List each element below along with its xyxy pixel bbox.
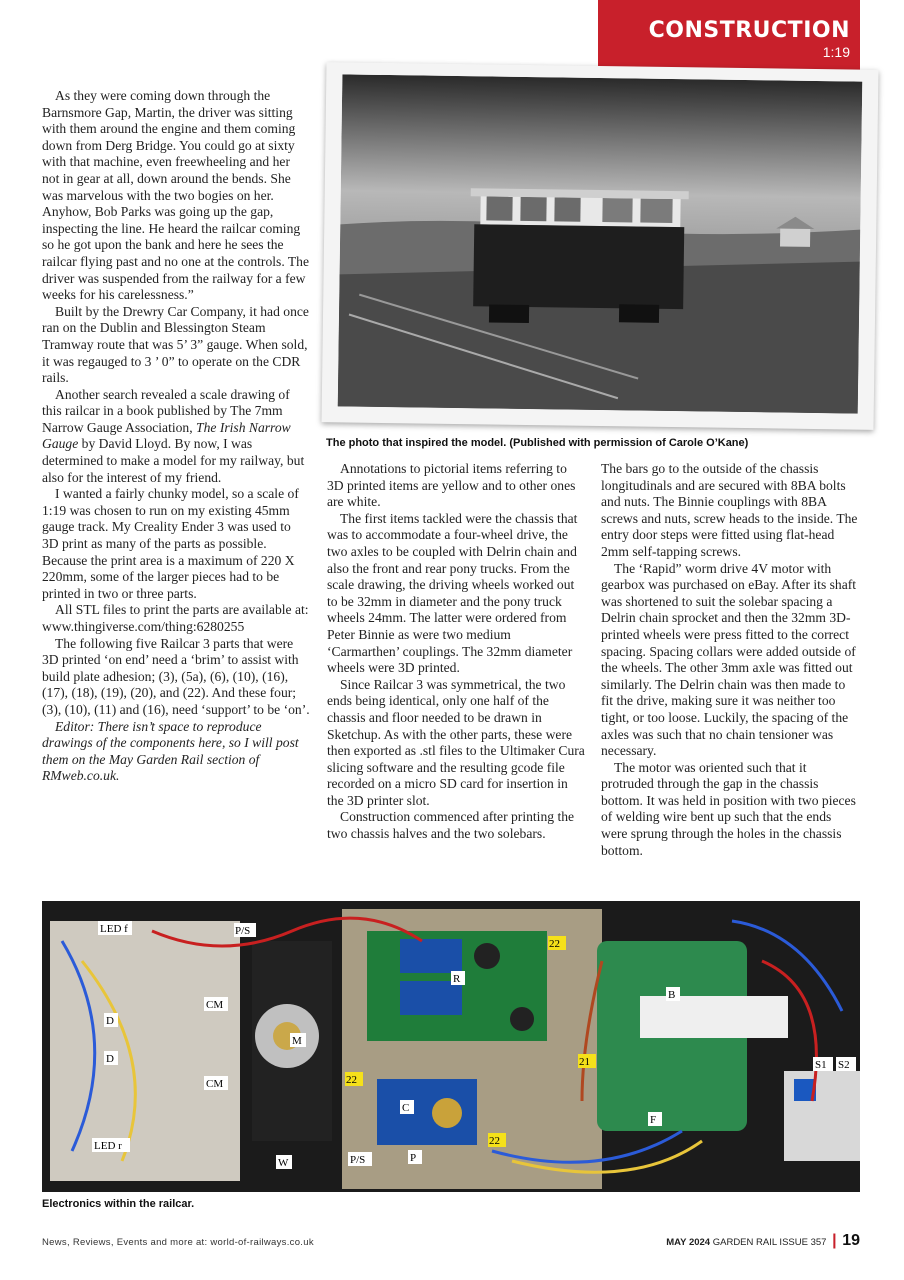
- svg-text:P/S: P/S: [350, 1154, 366, 1166]
- annotation-p: [408, 1150, 422, 1164]
- text-column-3: [601, 461, 859, 859]
- section-scale: 1:19: [822, 44, 850, 60]
- paragraph: All STL files to print the parts are available at: www.thingiverse.com/thing:6280255: [42, 602, 309, 634]
- svg-text:CM: CM: [206, 1078, 224, 1090]
- paragraph: The following five Railcar 3 parts that were 3D printed ‘on end’ need a ‘brim’ to assist with build plate adhesion; (3), (5a), (6), (10), (16), (17), (18), (19), (20), and (22). And these four; (3), (10), (11) and (16), need ‘support’ to be ‘on’.: [42, 635, 310, 717]
- annotation-led-f: [98, 921, 132, 935]
- annotation-s1: [813, 1057, 833, 1071]
- photo-caption: The photo that inspired the model. (Published with permission of Carole O’Kane): [326, 437, 749, 449]
- electronics-photo: [42, 901, 860, 1192]
- annotation-22-a: [548, 936, 566, 950]
- svg-text:P/S: P/S: [235, 925, 251, 937]
- annotation-b: [666, 987, 680, 1001]
- section-title: CONSTRUCTION: [648, 18, 850, 43]
- paragraph: Construction commenced after printing the two chassis halves and the two solebars.: [327, 809, 575, 842]
- annotation-cm-2: [204, 1076, 228, 1090]
- svg-text:D: D: [106, 1053, 114, 1065]
- svg-text:D: D: [106, 1015, 114, 1027]
- paragraph: I wanted a fairly chunky model, so a scale of 1:19 was chosen to run on my existing 45mm gauge track. My Creality Ender 3 was used to 3D print as many of the parts as possible. Because the print area is a maximum of 220 X 220mm, some of the larger pieces had to be printed in two or three parts.: [42, 486, 299, 601]
- paragraph: Annotations to pictorial items referring to 3D printed items are yellow and to other ones are white.: [327, 461, 576, 510]
- book-title: The Irish Narrow Gauge: [42, 419, 291, 452]
- railcar-photo: [338, 74, 863, 413]
- svg-text:W: W: [278, 1157, 289, 1169]
- svg-text:LED r: LED r: [94, 1140, 122, 1152]
- annotation-s2: [836, 1057, 856, 1071]
- svg-text:P: P: [410, 1152, 417, 1164]
- annotation-m: [290, 1033, 306, 1047]
- annotation-f: [648, 1112, 662, 1126]
- svg-text:M: M: [292, 1035, 302, 1047]
- annotation-led-r: [92, 1138, 130, 1152]
- text-column-2: [327, 461, 585, 843]
- railcar-photo-frame: [322, 62, 879, 430]
- svg-text:22: 22: [346, 1074, 357, 1086]
- annotation-d-1: [104, 1013, 118, 1027]
- paragraph: The bars go to the outside of the chassis longitudinals and are secured with 8BA bolts and nuts. The Binnie couplings with 8BA screws and nuts, screw heads to the inside. The entry door steps were fitted using flat-head 2mm self-tapping screws.: [601, 461, 858, 559]
- annotation-ps-top: [234, 923, 256, 937]
- svg-text:B: B: [668, 989, 676, 1001]
- separator: |: [832, 1232, 837, 1249]
- svg-text:S2: S2: [838, 1059, 850, 1071]
- page-number: 19: [842, 1232, 860, 1249]
- section-header: [598, 0, 860, 70]
- annotation-d-2: [104, 1051, 118, 1065]
- issue-date: MAY 2024: [666, 1237, 711, 1248]
- annotation-22-c: [488, 1133, 506, 1147]
- paragraph: Another search revealed a scale drawing of this railcar in a book published by The 7mm Narrow Gauge Association, The Irish Narrow Gauge by David Lloyd. By now, I was determined to make a model for my railway, but also for the interest of my friend.: [42, 386, 305, 485]
- annotation-cm-1: [204, 997, 228, 1011]
- text-column-1: [42, 88, 310, 785]
- magazine-name: GARDEN RAIL ISSUE 357: [712, 1237, 827, 1248]
- svg-text:CM: CM: [206, 999, 224, 1011]
- paragraph: Built by the Drewry Car Company, it had once ran on the Dublin and Blessington Steam Tramway route that was 5’ 3” gauge. When sold, it was regauged to 3 ’ 0” to operate on the CDR rails.: [42, 303, 309, 386]
- paragraph: The ‘Rapid” worm drive 4V motor with gearbox was purchased on eBay. After its shaft was shortened to suit the solebar spacing a Delrin chain sprocket and then the 32mm 3D-printed wheels were press fitted to the correct spacing. Spacing collars were added outside of the wheels. The other 3mm axle was fitted out similarly. The Delrin chain was then made to fit the drive, making sure it was neither too tight, or too loose. Luckily, the spacing of the axles was such that no chain tensioner was necessary.: [601, 560, 857, 759]
- svg-text:22: 22: [549, 938, 560, 950]
- svg-text:LED f: LED f: [100, 923, 128, 935]
- paragraph: The first items tackled were the chassis that was to accommodate a four-wheel drive, the two axles to be coupled with Delrin chain and also the front and rear pony trucks. From the scale drawing, the driving wheels worked out to be 32mm in diameter and the pony truck wheels 24mm. The latter were ordered from Peter Binnie as were two medium ‘Carmarthen’ couplings. The 32mm diameter wheels were 3D printed.: [327, 510, 578, 676]
- svg-text:S1: S1: [815, 1059, 827, 1071]
- editor-note: Editor: There isn’t space to reproduce drawings of the components here, so I will post them on the May Garden Rail section of RMweb.co.uk.: [42, 718, 299, 784]
- svg-text:C: C: [402, 1102, 410, 1114]
- annotation-21: [578, 1054, 596, 1068]
- svg-text:22: 22: [489, 1135, 500, 1147]
- paragraph: The motor was oriented such that it protruded through the gap in the chassis bottom. It was held in position with two pieces of welding wire bent up such that the ends were sprung through the holes in the chassis bottom.: [601, 759, 856, 858]
- photo-caption: Electronics within the railcar.: [42, 1198, 195, 1210]
- footer-website: News, Reviews, Events and more at: world-of-railways.co.uk: [42, 1237, 314, 1248]
- paragraph: As they were coming down through the Barnsmore Gap, Martin, the driver was sitting with them around the engine and them coming down from Derg Bridge. You could go at sixty with that machine, even freewheeling and her not in gear at all, down around the bends. She was marvelous with the two bogies on her. Anyhow, Bob Parks was going up the gap, inspecting the line. He heard the railcar coming so he got upon the bank and here he sees the railcar flying past and no one at the controls. The driver was suspended from the railway for a few weeks for his carelessness.”: [42, 88, 310, 303]
- annotation-r: [451, 971, 465, 985]
- annotation-22-b: [345, 1072, 363, 1086]
- svg-text:21: 21: [579, 1056, 590, 1068]
- footer-issue: [666, 1232, 860, 1250]
- annotation-ps-bottom: [348, 1152, 372, 1166]
- svg-text:F: F: [650, 1114, 657, 1126]
- annotation-w: [276, 1155, 292, 1169]
- annotation-c: [400, 1100, 414, 1114]
- svg-text:R: R: [453, 973, 461, 985]
- paragraph: Since Railcar 3 was symmetrical, the two ends being identical, only one half of the chassis and floor needed to be drawn in Sketchup. As with the other parts, these were then exported as .stl files to the Ultimaker Cura slicing software and the resulting gcode file recorded on a micro SD card for insertion in the 3D printer slot.: [327, 676, 585, 808]
